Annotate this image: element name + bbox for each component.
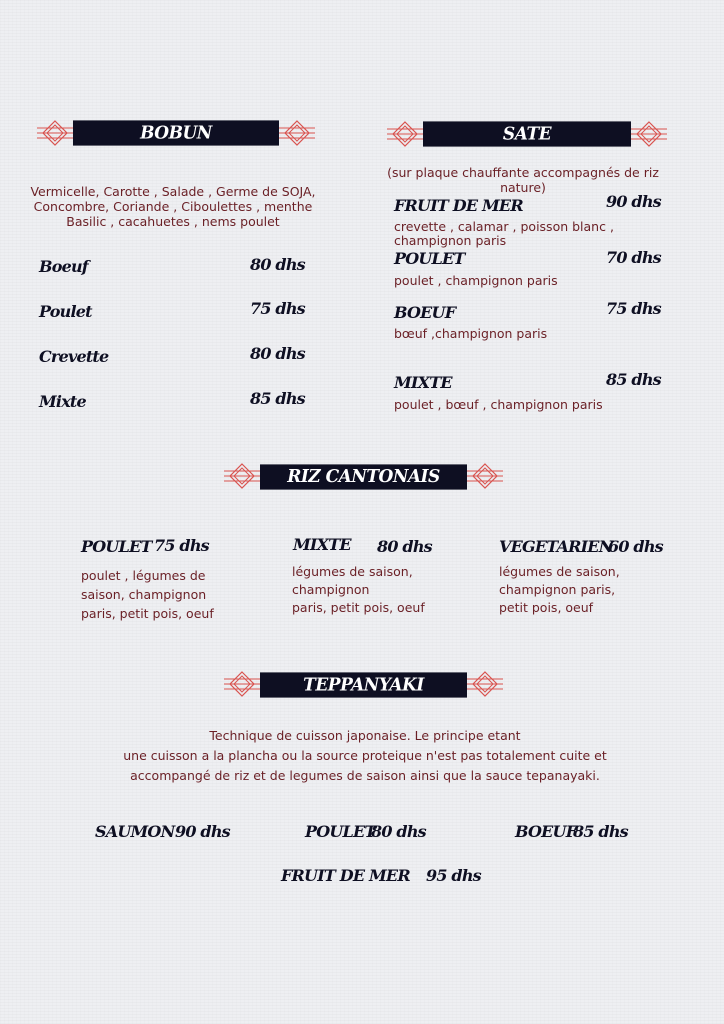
bobun-item-name: Boeuf [39,257,88,276]
sate-item-desc: bœuf ,champignon paris [394,326,548,341]
bobun-item-price: 80 dhs [250,255,305,274]
sate-item-desc: champignon paris [394,233,507,248]
riz-desc-line: champignon [292,582,370,597]
riz-item-desc [292,563,425,617]
riz-desc-line: paris, petit pois, oeuf [292,600,425,615]
ornament-right [279,119,315,147]
teppanyaki-item-name: SAUMON [95,822,175,841]
sate-item-desc: poulet , champignon paris [394,273,558,288]
ornament-right [467,462,503,490]
ornament-left [224,670,260,698]
riz-desc-line: petit pois, oeuf [499,600,594,615]
riz-item-price: 60 dhs [608,537,663,556]
riz-desc-line: poulet , légumes de [81,568,206,583]
riz-item-desc [499,563,620,617]
sate-item-desc: poulet , bœuf , champignon paris [394,397,603,412]
riz-item-price: 80 dhs [377,537,432,556]
sate-item-name: POULET [394,249,465,268]
section-title-sate: SATE [423,121,631,146]
ornament-left [224,462,260,490]
teppanyaki-item-price: 95 dhs [426,866,481,885]
sate-item-price: 90 dhs [606,192,661,211]
section-title-bobun: BOBUN [73,120,279,145]
riz-item-name: MIXTE [293,535,351,554]
section-title-teppanyaki: TEPPANYAKI [260,672,467,697]
bobun-item-name: Mixte [39,392,86,411]
riz-item-price: 75 dhs [154,536,209,555]
bobun-desc-line: Concombre, Coriande , Ciboulettes , menthe [33,199,313,214]
teppanyaki-item-name: BOEUF [515,822,577,841]
bobun-description [20,184,326,229]
sate-subtitle: (sur plaque chauffante accompagnés de riz nature) [387,165,659,195]
ornament-right [467,670,503,698]
sate-item-name: FRUIT DE MER [394,196,523,215]
bobun-item-name: Crevette [39,347,109,366]
intro-line: Technique de cuisson japonaise. Le principe etant [209,728,521,743]
teppanyaki-item-price: 80 dhs [371,822,426,841]
ornament-left [37,119,73,147]
intro-line: une cuisson a la plancha ou la source proteique n'est pas totalement cuite et [123,748,607,763]
teppanyaki-item-price: 90 dhs [175,822,230,841]
riz-item-name: VEGETARIEN [499,537,613,556]
bobun-item-price: 75 dhs [250,299,305,318]
bobun-desc-line: Vermicelle, Carotte , Salade , Germe de SOJA, [30,184,316,199]
riz-desc-line: saison, champignon [81,587,207,602]
bobun-item-name: Poulet [39,302,92,321]
ornament-right [631,120,667,148]
sate-item-name: BOEUF [394,303,456,322]
bobun-desc-line: Basilic , cacahuetes , nems poulet [66,214,280,229]
teppanyaki-item-price: 85 dhs [573,822,628,841]
sate-item-price: 85 dhs [606,370,661,389]
intro-line: accompangé de riz et de legumes de saison ainsi que la sauce tepanayaki. [130,768,600,783]
bobun-item-price: 85 dhs [250,389,305,408]
teppanyaki-item-name: POULET [305,822,376,841]
teppanyaki-item-name: FRUIT DE MER [281,866,410,885]
sate-item-price: 75 dhs [606,299,661,318]
teppanyaki-intro [70,726,660,786]
bobun-item-price: 80 dhs [250,344,305,363]
ornament-left [387,120,423,148]
riz-desc-line: champignon paris, [499,582,616,597]
sate-item-desc: crevette , calamar , poisson blanc , [394,219,614,234]
riz-item-desc [81,566,214,623]
riz-desc-line: paris, petit pois, oeuf [81,606,214,621]
section-title-riz-cantonais: RIZ CANTONAIS [260,464,467,489]
sate-item-name: MIXTE [394,373,452,392]
riz-item-name: POULET [81,537,152,556]
riz-desc-line: légumes de saison, [292,564,413,579]
sate-item-price: 70 dhs [606,248,661,267]
riz-desc-line: légumes de saison, [499,564,620,579]
